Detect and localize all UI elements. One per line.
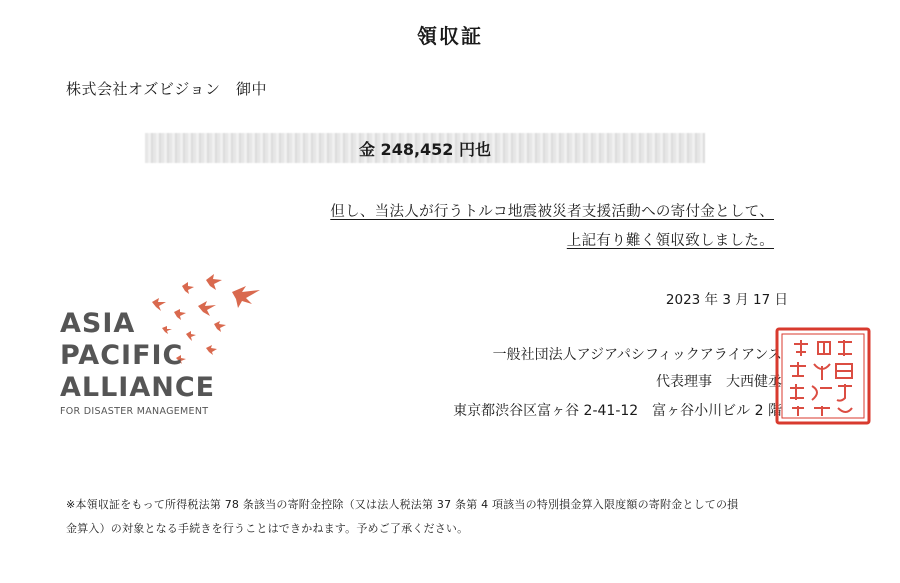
issuer-representative: 代表理事 大西健丞 <box>656 374 782 390</box>
footnote-line-2: 金算入）の対象となる手続きを行うことはできかねます。予めご了承ください。 <box>66 522 469 535</box>
logo-line-pacific: PACIFIC <box>60 340 184 371</box>
organization-seal-stamp <box>774 326 872 426</box>
purpose-line-1: 但し、当法人が行うトルコ地震被災者支援活動への寄付金として、 <box>330 204 774 220</box>
receipt-title: 領収証 <box>417 24 483 48</box>
logo-line-asia: ASIA <box>60 308 136 339</box>
purpose-line-2: 上記有り難く領収致しました。 <box>566 233 774 249</box>
issuer-organization: 一般社団法人アジアパシフィックアライアンス <box>492 347 782 363</box>
logo-tagline: FOR DISASTER MANAGEMENT <box>60 406 209 417</box>
footnote-line-1: ※本領収証をもって所得税法第 78 条該当の寄附金控除（又は法人税法第 37 条第 4 項該当の特別損金算入限度額の寄附金としての損 <box>66 498 739 511</box>
asia-pacific-alliance-logo <box>56 272 286 432</box>
issuer-address: 東京都渋谷区富ヶ谷 2-41-12 富ヶ谷小川ビル 2 階 <box>453 403 782 419</box>
amount-text: 金 248,452 円也 <box>358 140 492 159</box>
recipient-name: 株式会社オズビジョン 御中 <box>66 80 268 98</box>
issue-date: 2023 年 3 月 17 日 <box>665 292 788 308</box>
logo-line-alliance: ALLIANCE <box>60 372 216 403</box>
